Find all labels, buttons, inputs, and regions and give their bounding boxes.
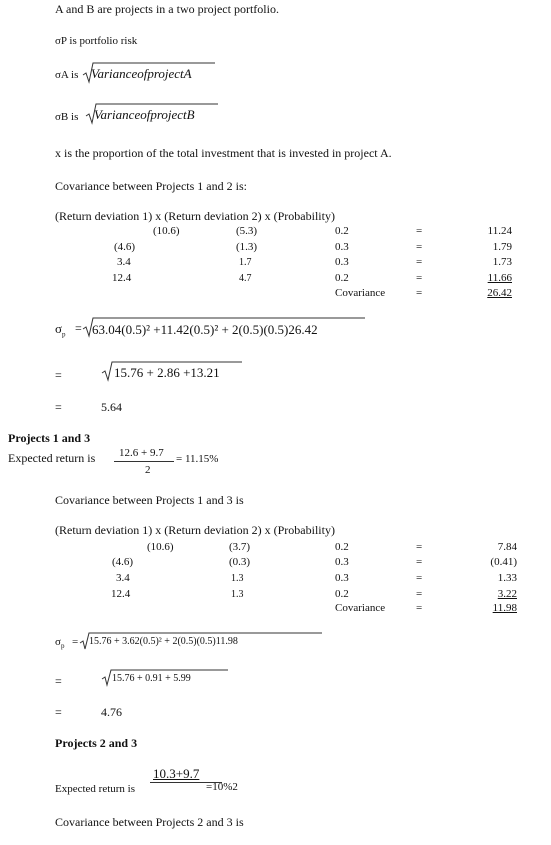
cov13-r4-p: 0.2 bbox=[335, 588, 349, 600]
p23-er-label: Expected return is bbox=[55, 783, 136, 795]
sigma13-step2-equals: = bbox=[55, 674, 62, 688]
variance-b-text: VarianceofprojectB bbox=[94, 107, 195, 122]
sigma-p-definition: σP is portfolio risk bbox=[55, 35, 138, 47]
cov13-r3-p: 0.3 bbox=[335, 572, 349, 584]
cov12-r2-d1: (4.6) bbox=[114, 241, 136, 253]
sigma-p-symbol: $\sigma_p$ bbox=[55, 321, 66, 339]
cov13-r3-d1: 3.4 bbox=[116, 572, 130, 584]
cov13-table-header: (Return deviation 1) x (Return deviation 2) x (Probability) bbox=[55, 523, 335, 537]
cov13-r3-eq: = bbox=[416, 572, 423, 584]
cov12-r3-d1: 3.4 bbox=[117, 256, 131, 268]
cov12-r3-d2: 1.7 bbox=[239, 257, 252, 268]
sqrt-variance-b bbox=[86, 103, 218, 125]
p23-numerator: 10.3+9.7 bbox=[153, 766, 200, 781]
cov13-r1-value: 7.84 bbox=[497, 541, 517, 553]
cov12-table-header: (Return deviation 1) x (Return deviation 2) x (Probability) bbox=[55, 209, 335, 223]
x-definition: x is the proportion of the total investment that is invested in project A. bbox=[55, 146, 392, 160]
cov12-r4-d2: 4.7 bbox=[239, 273, 252, 284]
cov12-r4-d1: 12.4 bbox=[112, 272, 132, 284]
sigma12-result: 5.64 bbox=[101, 400, 122, 414]
cov12-r4-value: 11.66 bbox=[487, 272, 512, 284]
cov13-r2-d1: (4.6) bbox=[112, 556, 134, 568]
cov13-total-value: 11.98 bbox=[492, 602, 517, 614]
sigma12-sqrt bbox=[83, 316, 365, 338]
cov23-heading: Covariance between Projects 2 and 3 is bbox=[55, 815, 244, 829]
sigma13-step2-value: 15.76 + 0.91 + 5.99 bbox=[112, 673, 191, 684]
cov12-r3-p: 0.3 bbox=[335, 256, 349, 268]
cov12-r4-eq: = bbox=[416, 272, 423, 284]
sigma-b-prefix: σB is bbox=[55, 111, 79, 123]
cov13-total-eq: = bbox=[416, 602, 423, 614]
cov12-r1-eq: = bbox=[416, 225, 423, 237]
cov13-r2-value: (0.41) bbox=[490, 556, 517, 568]
cov12-heading: Covariance between Projects 1 and 2 is: bbox=[55, 179, 247, 193]
cov13-r1-p: 0.2 bbox=[335, 541, 349, 553]
cov13-r2-d2: (0.3) bbox=[229, 556, 251, 568]
p13-numerator: 12.6 + 9.7 bbox=[119, 447, 164, 459]
sigma12-equals: = bbox=[75, 321, 82, 335]
projects-1-3-heading: Projects 1 and 3 bbox=[8, 431, 91, 445]
sigma12-step2-sqrt bbox=[102, 361, 242, 383]
sqrt-variance-a bbox=[83, 62, 215, 84]
cov12-r4-p: 0.2 bbox=[335, 272, 349, 284]
p13-fraction-bar bbox=[114, 461, 174, 462]
cov13-r4-d1: 12.4 bbox=[111, 588, 131, 600]
p13-result: = 11.15% bbox=[176, 453, 219, 465]
sigma13-symbol: $\sigma_p$ bbox=[55, 636, 65, 651]
cov13-r3-value: 1.33 bbox=[497, 572, 517, 584]
cov13-r4-d2: 1.3 bbox=[231, 589, 244, 600]
p23-result: =10%2 bbox=[206, 781, 238, 793]
sigma13-equals: = bbox=[72, 636, 79, 648]
sigma12-step3-equals: = bbox=[55, 400, 62, 414]
cov12-total-label: Covariance bbox=[335, 287, 386, 299]
cov12-total-eq: = bbox=[416, 287, 423, 299]
cov12-r1-d1: (10.6) bbox=[153, 225, 180, 237]
cov13-r1-d1: (10.6) bbox=[147, 541, 174, 553]
p13-denominator: 2 bbox=[145, 464, 151, 476]
sigma13-sqrt bbox=[80, 632, 322, 650]
sigma13-result: 4.76 bbox=[101, 705, 122, 719]
cov13-r4-eq: = bbox=[416, 588, 423, 600]
cov13-heading: Covariance between Projects 1 and 3 is bbox=[55, 493, 244, 507]
sigma13-step3-equals: = bbox=[55, 705, 62, 719]
cov12-r2-value: 1.79 bbox=[492, 241, 512, 253]
cov12-r3-eq: = bbox=[416, 256, 423, 268]
cov13-r1-d2: (3.7) bbox=[229, 541, 251, 553]
cov12-r2-d2: (1.3) bbox=[236, 241, 258, 253]
cov13-r2-eq: = bbox=[416, 556, 423, 568]
cov13-total-label: Covariance bbox=[335, 602, 386, 614]
cov12-r2-eq: = bbox=[416, 241, 423, 253]
variance-a-text: VarianceofprojectA bbox=[91, 66, 192, 81]
cov13-r4-value: 3.22 bbox=[497, 588, 517, 600]
cov13-r2-p: 0.3 bbox=[335, 556, 349, 568]
cov12-r1-d2: (5.3) bbox=[236, 225, 258, 237]
projects-2-3-heading: Projects 2 and 3 bbox=[55, 736, 138, 750]
sigma12-step2-value: 15.76 + 2.86 +13.21 bbox=[114, 365, 220, 380]
intro-line: A and B are projects in a two project portfolio. bbox=[55, 2, 279, 16]
sigma12-radicand: 63.04(0.5)² +11.42(0.5)² + 2(0.5)(0.5)26.42 bbox=[92, 322, 318, 337]
sigma13-radicand: 15.76 + 3.62(0.5)² + 2(0.5)(0.5)11.98 bbox=[89, 636, 238, 647]
cov12-total-value: 26.42 bbox=[487, 287, 512, 299]
cov12-r1-value: 11.24 bbox=[487, 225, 512, 237]
sigma12-step2-equals: = bbox=[55, 368, 62, 382]
cov12-r1-p: 0.2 bbox=[335, 225, 349, 237]
cov12-r2-p: 0.3 bbox=[335, 241, 349, 253]
cov12-r3-value: 1.73 bbox=[492, 256, 512, 268]
sigma13-step2-sqrt bbox=[102, 669, 228, 687]
cov13-r3-d2: 1.3 bbox=[231, 573, 244, 584]
p13-er-label: Expected return is bbox=[8, 451, 96, 465]
sigma-a-prefix: σA is bbox=[55, 69, 79, 81]
cov13-r1-eq: = bbox=[416, 541, 423, 553]
